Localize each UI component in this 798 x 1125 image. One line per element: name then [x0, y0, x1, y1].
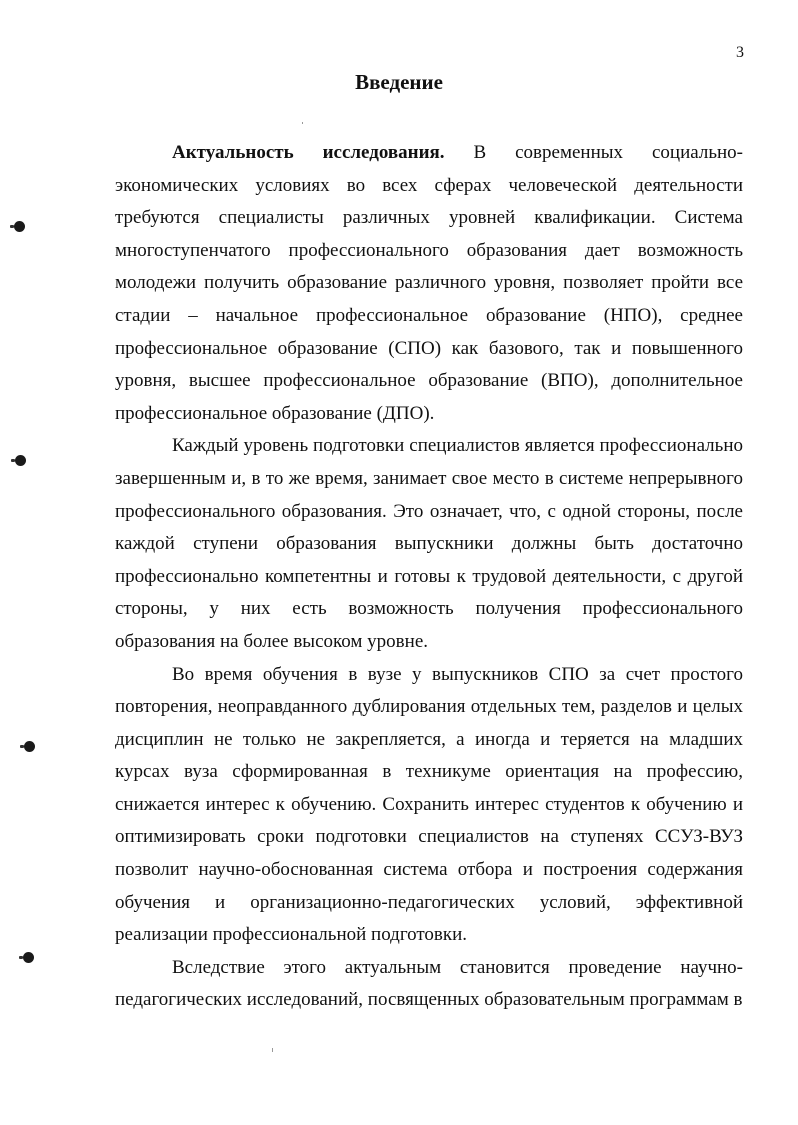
paragraph-1 [115, 137, 743, 430]
section-title: Введение [355, 70, 443, 94]
scan-speck [272, 1048, 273, 1052]
body-text [115, 137, 743, 1017]
binder-hole-mark [24, 741, 35, 752]
page-number: 3 [736, 44, 744, 61]
paragraph-1-lead: Актуальность исследования. [172, 142, 445, 163]
binder-hole-mark [15, 455, 26, 466]
paragraph-3: Во время обучения в вузе у выпускников СПО за счет простого повторения, неоправданного дублирования отдельных тем, разделов и целых дисциплин не только не закрепляется, а иногда и теряется на младших курсах вуза сформированная в техникуме ориентация на профессию, снижается интерес к обучению. Сохранить интерес студентов к обучению и оптимизировать сроки подготовки специалистов на ступенях ССУЗ-ВУЗ позволит научно-обоснованная система отбора и построения содержания обучения и организационно-педагогических условий, эффективной реализации профессиональной подготовки. [115, 663, 743, 946]
paragraph-4: Вследствие этого актуальным становится проведение научно-педагогических исследований, посвященных образовательным программам в [115, 956, 743, 1011]
paragraph-2: Каждый уровень подготовки специалистов является профессионально завершенным и, в то же время, занимает свое место в системе непрерывного профессионального образования. Это означает, что, с одной стороны, после каждой ступени образования выпускники должны быть достаточно профессионально компетентны и готовы к трудовой деятельности, с другой стороны, у них есть возможность получения профессионального образования на более высоком уровне. [115, 435, 743, 652]
binder-hole-mark [14, 221, 25, 232]
paragraph-1-text: В современных социально-экономических условиях во всех сферах человеческой деятельности требуются специалисты различных уровней квалификации. Система многоступенчатого профессионального образования дает возможность молодежи получить образование различного уровня, позволяет пройти все стадии – начальное профессиональное образование (НПО), среднее профессиональное образование (СПО) как базового, так и повышенного уровня, высшее профессиональное образование (ВПО), дополнительное профессиональное образование (ДПО). [115, 142, 743, 424]
binder-hole-mark [23, 952, 34, 963]
scan-speck [302, 122, 303, 124]
